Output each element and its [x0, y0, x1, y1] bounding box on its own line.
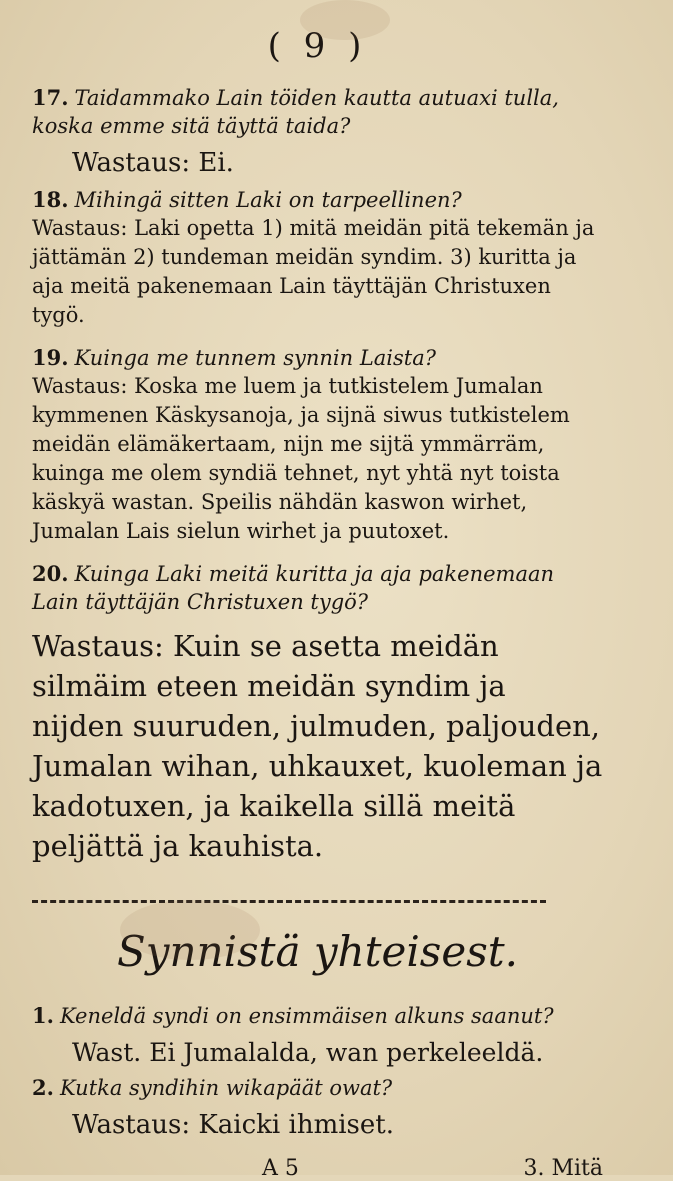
question-number: 17. — [32, 85, 69, 110]
paper-stain — [120, 900, 260, 960]
divider — [32, 900, 546, 903]
section-question-1 — [32, 1002, 603, 1030]
question-text: Kuinga Laki meitä kuritta ja aja pakenemaan Lain täyttäjän Christuxen tygö? — [32, 562, 555, 614]
question-number: 20. — [32, 561, 69, 586]
question-19 — [32, 344, 603, 372]
question-text: Taidammako Lain töiden kautta autuaxi tulla, koska emme sitä täyttä taida? — [32, 86, 559, 138]
question-number: 18. — [32, 187, 69, 212]
question-20 — [32, 560, 603, 616]
question-text: Mihingä sitten Laki on tarpeellinen? — [74, 188, 462, 212]
question-number: 2. — [32, 1075, 54, 1100]
answer-19: Wastaus: Koska me luem ja tutkistelem Jumalan kymmenen Käskysanoja, ja sijnä siwus tutkistelem meidän elämäkertaam, nijn me sijtä ymmärräm, kuinga me olem syndiä tehnet, nyt yhtä nyt toista käskyä wastan. Speilis nähdän kaswon wirhet, Jumalan Lais sielun wirhet ja puutoxet. — [32, 374, 570, 543]
question-text: Keneldä syndi on ensimmäisen alkuns saanut? — [59, 1004, 554, 1028]
page-footer — [32, 1156, 603, 1181]
answer-17: Wastaus: Ei. — [72, 148, 234, 178]
catchword: 3. Mitä — [523, 1156, 603, 1181]
question-18 — [32, 186, 603, 214]
question-text: Kuinga me tunnem synnin Laista? — [74, 346, 437, 370]
section-question-2 — [32, 1074, 603, 1102]
section-answer-1: Wast. Ei Jumalalda, wan perkeleeldä. — [72, 1038, 544, 1067]
signature-mark: A 5 — [262, 1156, 299, 1181]
answer-18: Wastaus: Laki opetta 1) mitä meidän pitä tekemän ja jättämän 2) tundeman meidän syndim. 3) kuritta ja aja meitä pakenemaan Lain täyttäjän Christuxen tygö. — [32, 216, 595, 327]
answer-20: Wastaus: Kuin se asetta meidän silmäim eteen meidän syndim ja nijden suuruden, julmuden, paljouden, Jumalan wihan, uhkauxet, kuoleman ja kadotuxen, ja kaikella sillä meitä peljättä ja kauhista. — [32, 629, 603, 863]
question-number: 1. — [32, 1003, 54, 1028]
section-answer-2: Wastaus: Kaicki ihmiset. — [72, 1110, 394, 1140]
page-number: ( 9 ) — [267, 26, 368, 66]
question-number: 19. — [32, 345, 69, 370]
section-heading: Synnistä yhteisest. — [117, 927, 518, 976]
paper-stain — [300, 0, 390, 40]
question-text: Kutka syndihin wikapäät owat? — [59, 1076, 393, 1100]
question-17 — [32, 84, 603, 140]
